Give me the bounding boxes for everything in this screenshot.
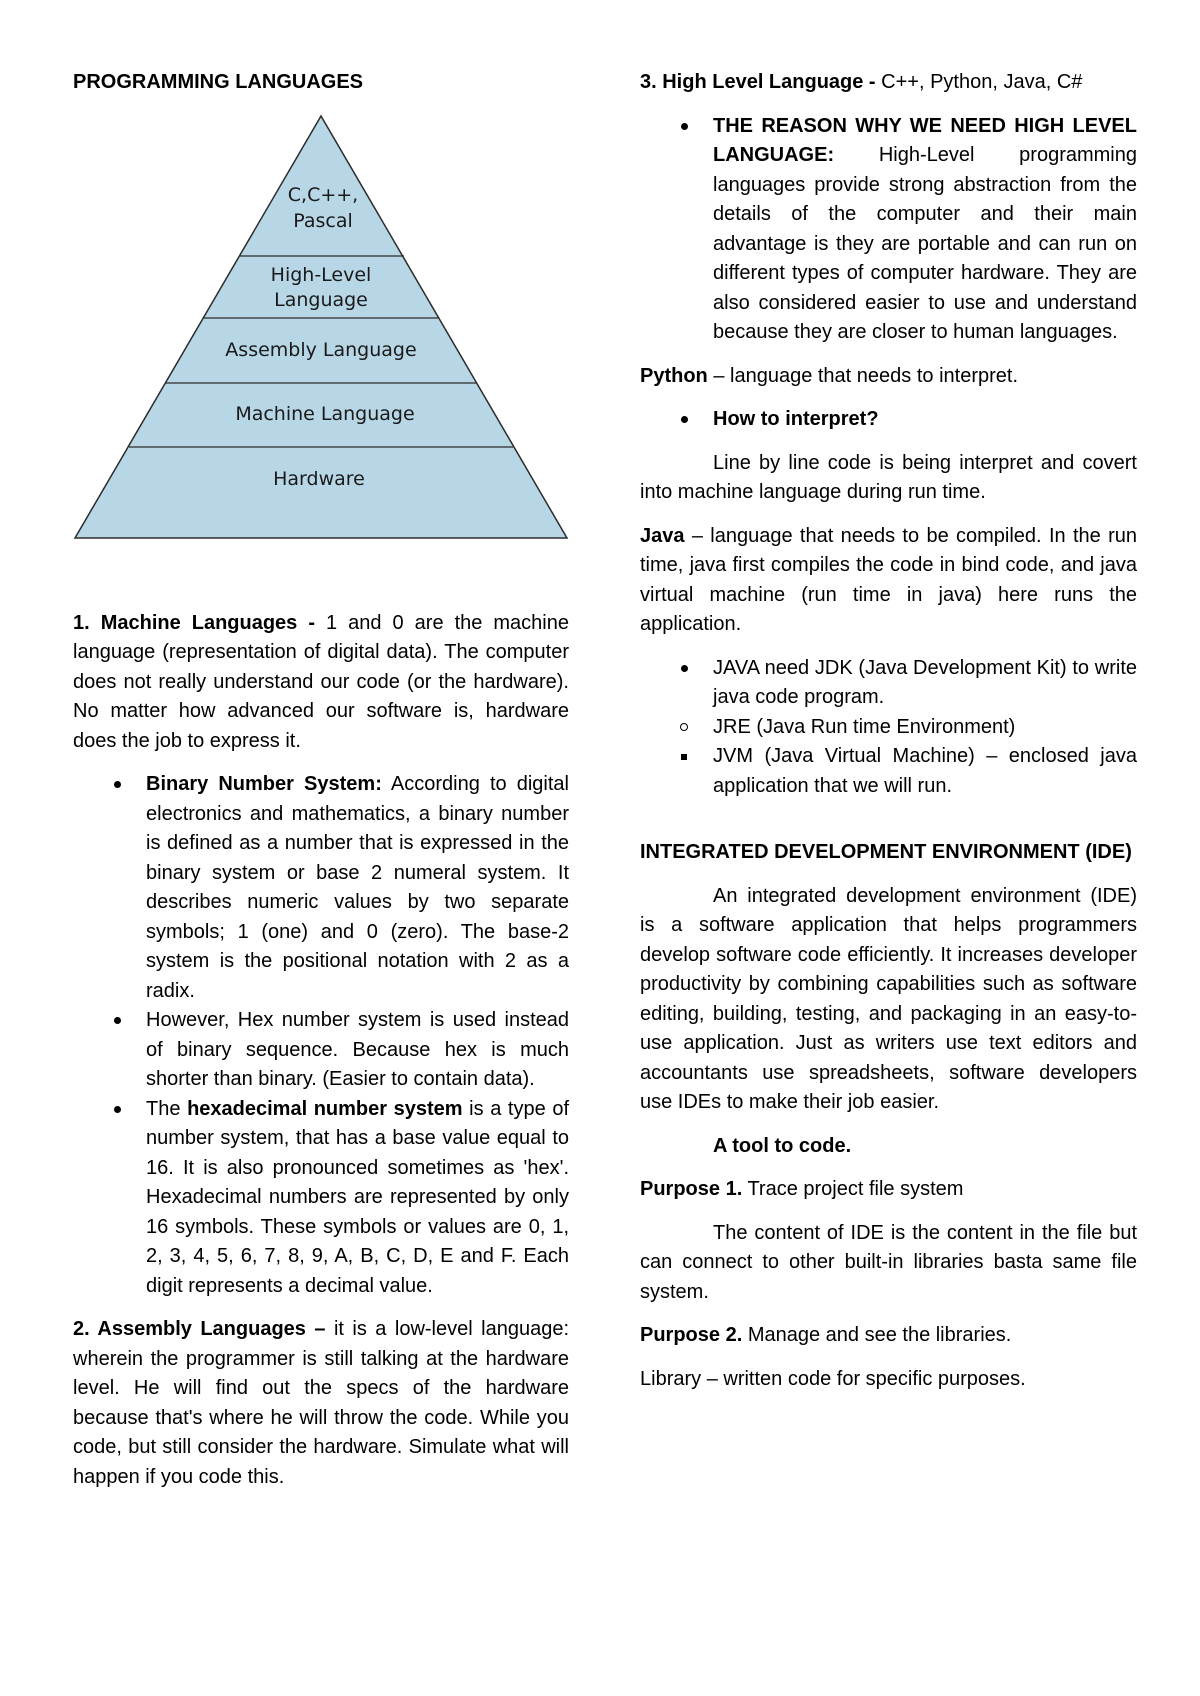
tool-to-code-text: A tool to code. — [713, 1134, 852, 1157]
bullet-icon — [674, 112, 694, 142]
high-level-heading — [640, 68, 1137, 98]
hexadecimal-pre-text: The — [146, 1097, 188, 1120]
jdk-text: JAVA need JDK (Java Development Kit) to write java code program. — [713, 656, 1137, 708]
binary-number-system-text: According to digital electronics and mathematics, a binary number is defined as a number that is expressed in the binary system or base 2 numeral system. It describes numeric values by two separate symbols; 1 (one) and 0 (zero). The base-2 system is the positional notation with 2 as a radix. — [146, 773, 569, 1002]
java-tools-list — [640, 654, 1137, 802]
pyramid-level-1-line-1: C,C++, — [287, 183, 359, 206]
jvm-text: JVM (Java Virtual Machine) – enclosed java application that we will run. — [713, 745, 1137, 797]
how-to-interpret-label: How to interpret? — [713, 408, 879, 430]
line-by-line-paragraph: Line by line code is being interpret and covert into machine language during run time. — [640, 451, 1137, 503]
page-title: PROGRAMMING LANGUAGES — [73, 71, 363, 93]
hexadecimal-label: hexadecimal number system — [187, 1097, 463, 1120]
pyramid-level-2-line-2: Language — [274, 288, 368, 311]
jre-text: JRE (Java Run time Environment) — [713, 715, 1016, 738]
purpose-1-text: Trace project file system — [742, 1178, 964, 1200]
high-level-label: 3. High Level Language - — [640, 71, 876, 93]
purpose-2-text: Manage and see the libraries. — [742, 1324, 1012, 1346]
list-item — [640, 654, 1137, 713]
bullet-icon — [107, 1095, 127, 1125]
hex-usage-text: However, Hex number system is used instead of binary sequence. Because hex is much shorter than binary. (Easier to contain data). — [146, 1009, 569, 1090]
purpose-2-label: Purpose 2. — [640, 1324, 743, 1346]
list-item — [73, 1095, 569, 1302]
list-item — [640, 112, 1137, 348]
bullet-icon — [107, 1006, 127, 1036]
pyramid-level-5: Hardware — [273, 467, 365, 490]
purpose-2-paragraph — [640, 1321, 1137, 1351]
ide-heading: INTEGRATED DEVELOPMENT ENVIRONMENT (IDE) — [640, 841, 1132, 863]
interpret-list — [640, 405, 1137, 435]
list-item — [640, 742, 1137, 801]
pyramid-level-3: Assembly Language — [225, 338, 417, 361]
python-text: – language that needs to interpret. — [707, 364, 1019, 387]
java-text: – language that needs to be compiled. In the run time, java first compiles the code in bind code, and java virtual machine (run time in java) here runs the application. — [640, 524, 1137, 635]
list-item — [73, 1006, 569, 1095]
ide-paragraph: An integrated development environment (IDE) is a software application that helps programmers develop software code efficiently. It increases developer productivity by combining capabilities such as software editing, building, testing, and packaging in an easy-to-use application. Just as writers use text editors and accountants use spreadsheets, software developers use IDEs to make their job easier. — [640, 884, 1137, 1113]
circle-bullet-icon — [674, 713, 694, 743]
purpose-1-paragraph — [640, 1175, 1137, 1205]
reason-list — [640, 112, 1137, 348]
machine-languages-text: 1 and 0 are the machine language (representation of digital data). The computer does not really understand our code (or the hardware). No matter how advanced our software is, hardware does the job to express it. — [73, 611, 569, 752]
number-system-list — [73, 770, 569, 1301]
list-item — [640, 713, 1137, 743]
purpose-1-label: Purpose 1. — [640, 1178, 743, 1200]
pyramid-level-2-line-1: High-Level — [270, 263, 372, 286]
reason-label: THE REASON WHY WE NEED HIGH LEVEL LANGUAGE: — [713, 114, 1137, 166]
machine-languages-label: 1. Machine Languages - — [73, 611, 315, 634]
left-column — [73, 68, 569, 1492]
java-paragraph — [640, 522, 1137, 640]
language-pyramid-figure — [73, 110, 569, 540]
bullet-icon — [674, 405, 694, 435]
list-item — [640, 405, 1137, 435]
binary-number-system-label: Binary Number System: — [146, 773, 382, 795]
right-column — [640, 68, 1137, 1394]
assembly-languages-label: 2. Assembly Languages – — [73, 1318, 326, 1340]
assembly-languages-paragraph — [73, 1315, 569, 1492]
python-paragraph — [640, 362, 1137, 392]
java-label: Java — [640, 524, 685, 547]
machine-languages-paragraph — [73, 609, 569, 757]
square-bullet-icon — [674, 742, 694, 772]
python-label: Python — [640, 364, 708, 387]
ide-content-paragraph: The content of IDE is the content in the file but can connect to other built-in libraries basta same file system. — [640, 1221, 1137, 1303]
language-pyramid — [73, 110, 569, 540]
high-level-examples: C++, Python, Java, C# — [875, 71, 1083, 93]
library-definition: Library – written code for specific purposes. — [640, 1367, 1026, 1390]
list-item — [73, 770, 569, 1006]
pyramid-level-1-line-2: Pascal — [293, 209, 353, 232]
hexadecimal-text: is a type of number system, that has a base value equal to 16. It is also pronounced sometimes as 'hex'. Hexadecimal numbers are represented by only 16 symbols. These symbols or values are 0, 1, 2, 3, 4, 5, 6, 7, 8, 9, A, B, C, D, E and F. Each digit represents a decimal value. — [146, 1097, 569, 1297]
bullet-icon — [107, 770, 127, 800]
pyramid-level-4: Machine Language — [235, 402, 415, 425]
bullet-icon — [674, 654, 694, 684]
reason-text: High-Level programming languages provide strong abstraction from the details of the computer and their main advantage is they are portable and can run on different types of computer hardware. They are also considered easier to use and understand because they are closer to human languages. — [713, 144, 1137, 343]
assembly-languages-text: it is a low-level language: wherein the programmer is still talking at the hardware level. He will find out the specs of the hardware because that's where he will throw the code. While you code, but still consider the hardware. Simulate what will happen if you code this. — [73, 1318, 569, 1488]
